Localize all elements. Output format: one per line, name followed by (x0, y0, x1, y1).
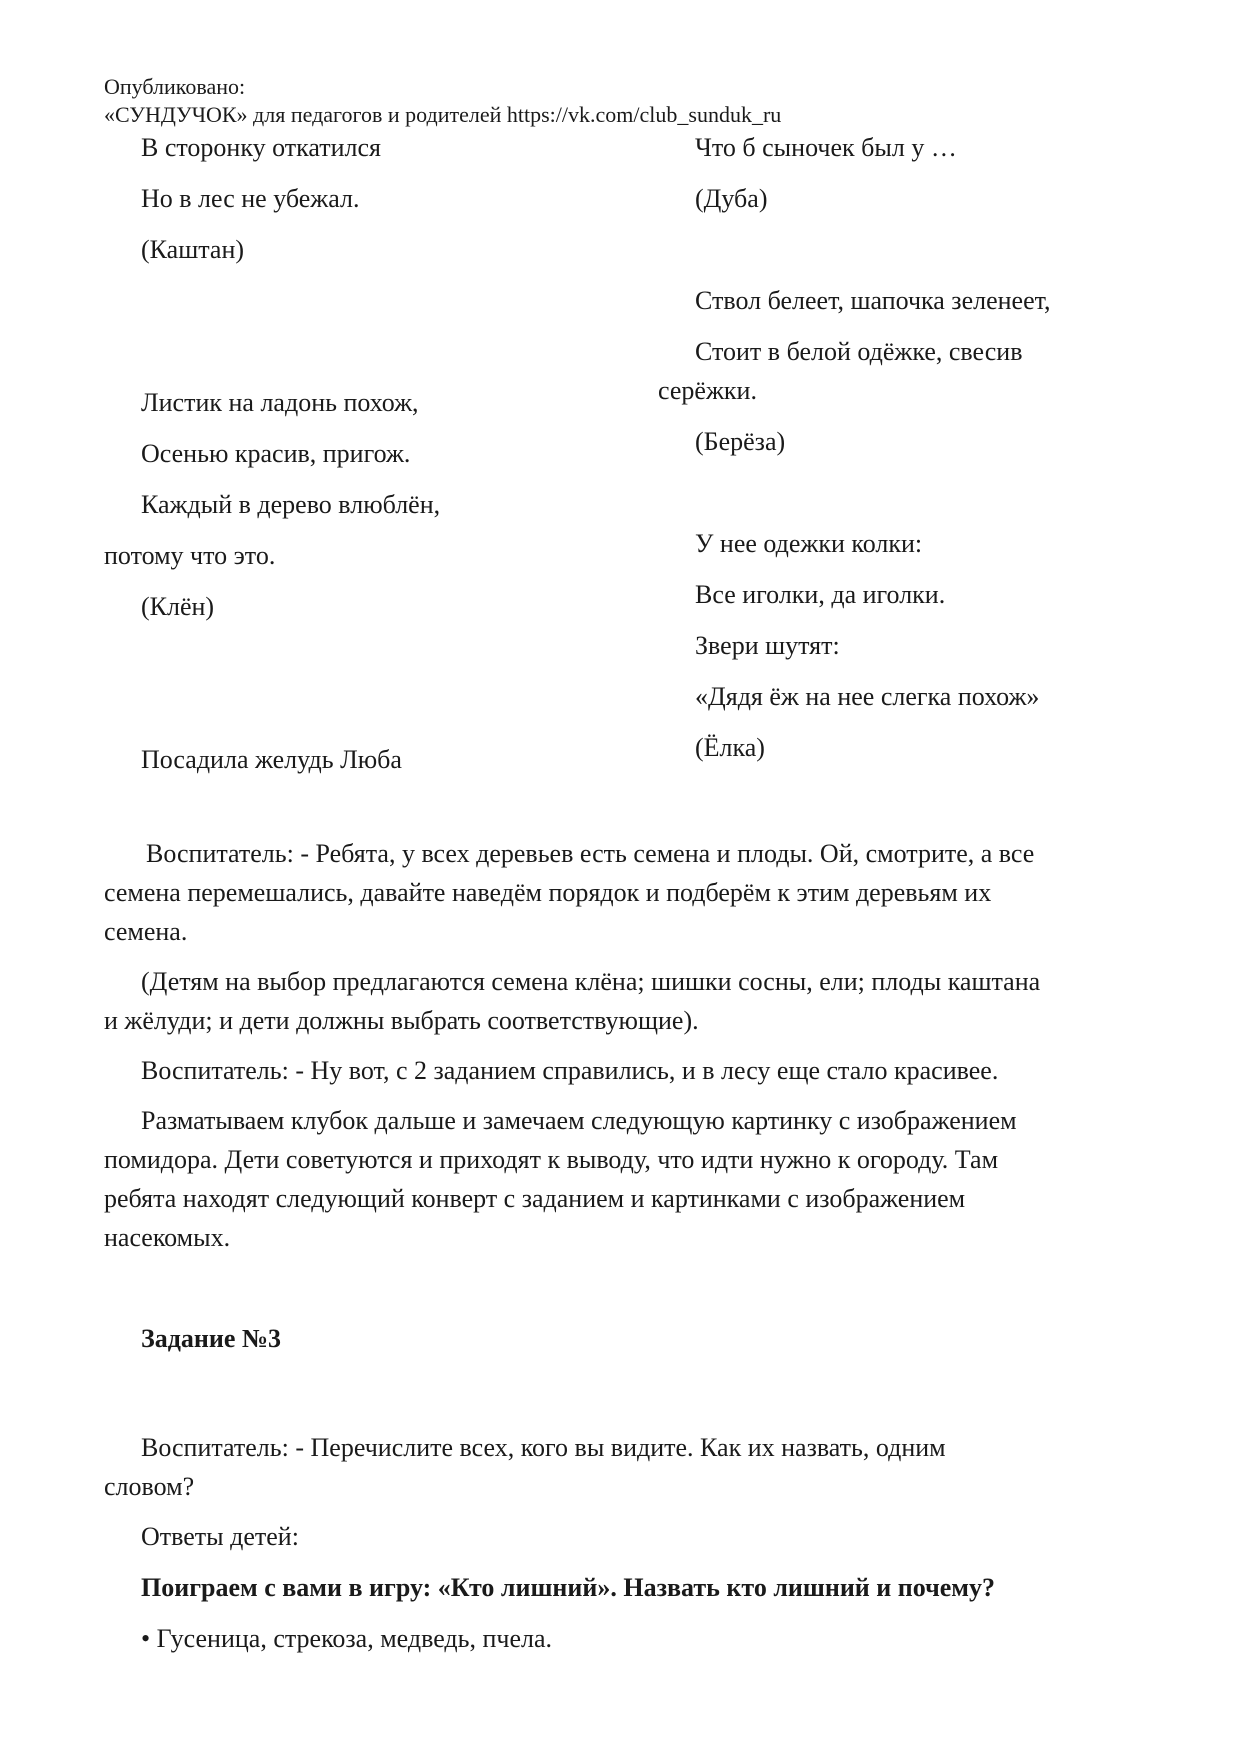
paragraph-line: ребята находят следующий конверт с заданием и картинками с изображением (104, 1184, 966, 1213)
paragraph-line: помидора. Дети советуются и приходят к выводу, что идти нужно к огороду. Там (104, 1145, 999, 1174)
paragraph-line: и жёлуди; и дети должны выбрать соответствующие). (104, 1006, 699, 1035)
bullet-item: • Гусеница, стрекоза, медведь, пчела. (141, 1624, 553, 1653)
riddle-answer: (Ёлка) (695, 733, 765, 762)
paragraph-line: Ответы детей: (141, 1522, 299, 1551)
paragraph-line: (Детям на выбор предлагаются семена клёна; шишки сосны, ели; плоды каштана (141, 967, 1041, 996)
riddle-line: «Дядя ёж на нее слегка похож» (695, 682, 1040, 711)
paragraph-line: насекомых. (104, 1223, 231, 1252)
riddle-line: Ствол белеет, шапочка зеленеет, (695, 286, 1051, 315)
riddle-line: Листик на ладонь похож, (141, 388, 419, 417)
riddle-answer: (Клён) (141, 592, 215, 621)
riddle-line: В сторонку откатился (141, 133, 381, 162)
paragraph-line: Воспитатель: - Перечислите всех, кого вы видите. Как их назвать, одним (141, 1433, 946, 1462)
riddle-line: Что б сыночек был у … (695, 133, 957, 162)
riddle-line: потому что это. (104, 541, 276, 570)
riddle-line: Но в лес не убежал. (141, 184, 360, 213)
paragraph-line: Воспитатель: - Ну вот, с 2 заданием справились, и в лесу еще стало красивее. (141, 1056, 999, 1085)
paragraph-line: словом? (104, 1472, 195, 1501)
game-title: Поиграем с вами в игру: «Кто лишний». Назвать кто лишний и почему? (141, 1573, 995, 1602)
riddle-answer: (Берёза) (695, 427, 786, 456)
riddle-line: Посадила желудь Люба (141, 745, 402, 774)
header-published: Опубликовано: (104, 74, 246, 99)
riddle-line: Каждый в дерево влюблён, (141, 490, 441, 519)
header-source: «СУНДУЧОК» для педагогов и родителей https://vk.com/club_sunduk_ru (104, 102, 782, 127)
paragraph-line: Разматываем клубок дальше и замечаем следующую картинку с изображением (141, 1106, 1017, 1135)
riddle-line: У нее одежки колки: (695, 529, 923, 558)
riddle-answer: (Дуба) (695, 184, 768, 213)
paragraph-line: Воспитатель: - Ребята, у всех деревьев есть семена и плоды. Ой, смотрите, а все (146, 839, 1035, 868)
riddle-line: Стоит в белой одёжке, свесив (695, 337, 1023, 366)
riddle-line: Все иголки, да иголки. (695, 580, 946, 609)
paragraph-line: семена. (104, 917, 188, 946)
paragraph-line: семена перемешались, давайте наведём порядок и подберём к этим деревьям их (104, 878, 992, 907)
riddle-line: серёжки. (658, 376, 757, 405)
riddle-answer: (Каштан) (141, 235, 245, 264)
task-heading: Задание №3 (141, 1324, 282, 1353)
riddle-line: Звери шутят: (695, 631, 840, 660)
riddle-line: Осенью красив, пригож. (141, 439, 411, 468)
